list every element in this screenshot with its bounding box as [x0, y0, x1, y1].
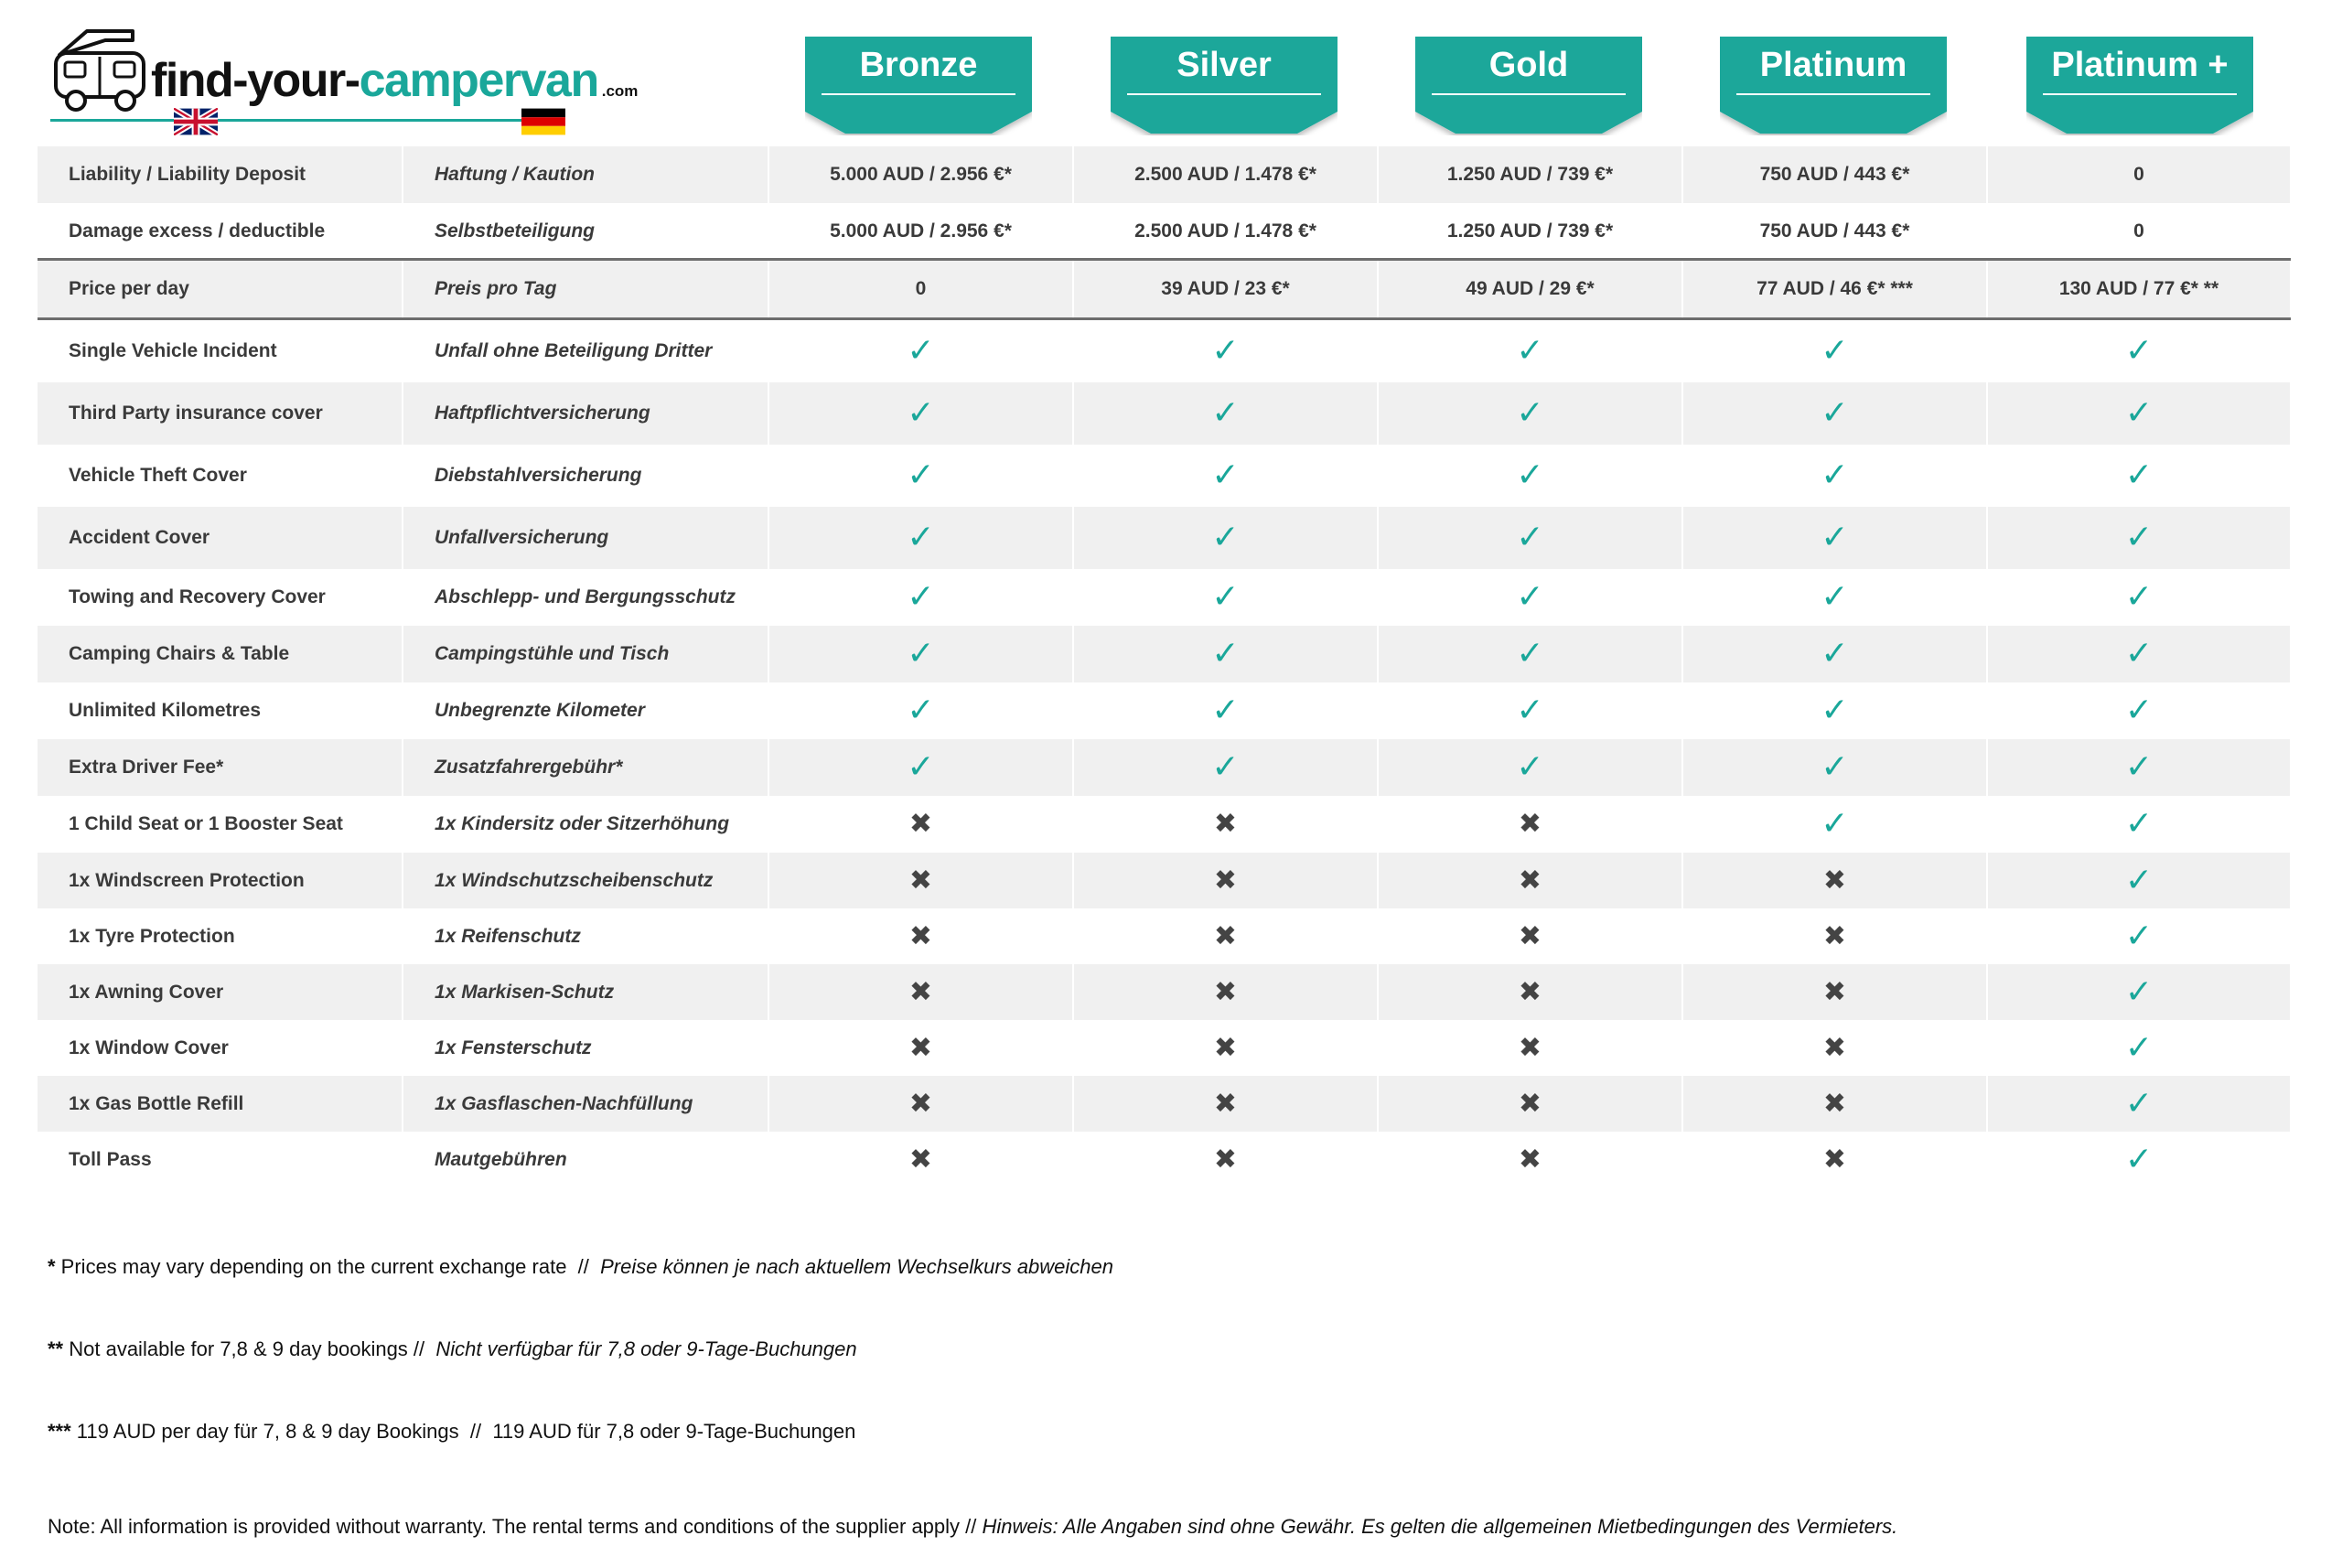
table-row	[38, 569, 2291, 626]
cross-icon: ✖	[908, 1087, 933, 1120]
check-icon: ✓	[907, 394, 935, 432]
check-icon: ✓	[1211, 748, 1240, 786]
table-row	[38, 739, 2291, 796]
row-label-de: Unbegrenzte Kilometer	[403, 682, 769, 739]
tier-inclusion	[1074, 382, 1379, 445]
cross-icon: ✖	[1518, 1143, 1542, 1176]
row-label-de: 1x Reifenschutz	[403, 908, 769, 964]
row-label-en: 1x Tyre Protection	[38, 908, 403, 964]
table-row	[38, 203, 2291, 260]
tier-inclusion	[1988, 964, 2290, 1020]
tier-inclusion	[1683, 1132, 1988, 1187]
tier-value: 49 AUD / 29 €*	[1379, 261, 1683, 317]
check-icon: ✓	[2124, 332, 2154, 370]
check-icon: ✓	[907, 332, 935, 370]
footnote-1-de: Preise können je nach aktuellem Wechselkurs abweichen	[600, 1255, 1114, 1278]
tier-inclusion	[1683, 796, 1988, 853]
cross-icon: ✖	[1822, 1031, 1847, 1064]
tier-inclusion	[1683, 569, 1988, 626]
tier-inclusion	[1074, 682, 1379, 739]
tier-value: 5.000 AUD / 2.956 €*	[769, 203, 1074, 260]
row-label-de: 1x Windschutzscheibenschutz	[403, 853, 769, 908]
table-row	[38, 320, 2291, 382]
table-row	[38, 382, 2291, 445]
tier-value: 77 AUD / 46 €* ***	[1683, 261, 1988, 317]
tier-label: Platinum +	[2051, 46, 2229, 84]
tier-label: Gold	[1488, 46, 1569, 84]
tier-inclusion	[1988, 1076, 2290, 1132]
check-icon: ✓	[2124, 1140, 2154, 1178]
tier-inclusion	[1988, 445, 2290, 507]
check-icon: ✓	[2124, 917, 2154, 955]
tier-underline	[1127, 93, 1321, 95]
check-icon: ✓	[1211, 692, 1240, 729]
tier-inclusion	[1683, 1076, 1988, 1132]
tier-inclusion	[769, 1132, 1074, 1187]
table-row	[38, 964, 2291, 1020]
tier-inclusion	[769, 853, 1074, 908]
check-icon: ✓	[2124, 805, 2154, 843]
tier-inclusion	[1379, 908, 1683, 964]
tier-inclusion	[1379, 1020, 1683, 1076]
check-icon: ✓	[1516, 519, 1544, 556]
row-label-en: Third Party insurance cover	[38, 382, 403, 445]
check-icon: ✓	[1821, 394, 1849, 432]
tier-inclusion	[769, 1020, 1074, 1076]
tier-value: 0	[1988, 146, 2290, 203]
row-label-en: Vehicle Theft Cover	[38, 445, 403, 507]
cross-icon: ✖	[908, 864, 933, 897]
row-label-de: Unfall ohne Beteiligung Dritter	[403, 320, 769, 382]
tier-inclusion	[769, 445, 1074, 507]
check-icon: ✓	[2124, 519, 2154, 556]
cross-icon: ✖	[1213, 1087, 1238, 1120]
tier-inclusion	[1074, 626, 1379, 682]
cross-icon: ✖	[1518, 864, 1542, 897]
check-icon: ✓	[907, 519, 935, 556]
check-icon: ✓	[1516, 394, 1544, 432]
check-icon: ✓	[1821, 748, 1849, 786]
footnote-1	[48, 1253, 1897, 1281]
tier-value: 5.000 AUD / 2.956 €*	[769, 146, 1074, 203]
check-icon: ✓	[1211, 394, 1240, 432]
brand-name	[151, 53, 638, 108]
table-row	[38, 1132, 2291, 1187]
row-label-en: Extra Driver Fee*	[38, 739, 403, 796]
section-divider	[38, 317, 2291, 320]
check-icon: ✓	[1821, 578, 1849, 616]
tier-inclusion	[769, 320, 1074, 382]
uk-flag-icon[interactable]	[174, 108, 218, 135]
tier-label: Bronze	[859, 46, 978, 84]
warranty-note	[48, 1513, 1897, 1541]
tier-inclusion	[769, 569, 1074, 626]
table-row	[38, 507, 2291, 569]
check-icon: ✓	[1821, 692, 1849, 729]
check-icon: ✓	[2124, 692, 2154, 729]
row-label-de: 1x Fensterschutz	[403, 1020, 769, 1076]
tier-inclusion	[1683, 739, 1988, 796]
tier-inclusion	[1074, 1132, 1379, 1187]
tier-inclusion	[1379, 796, 1683, 853]
tier-inclusion	[1988, 382, 2290, 445]
tier-value: 0	[769, 261, 1074, 317]
cross-icon: ✖	[1213, 808, 1238, 840]
tier-inclusion	[1379, 964, 1683, 1020]
brand-name-accent: campervan	[359, 54, 598, 107]
check-icon: ✓	[1821, 519, 1849, 556]
cross-icon: ✖	[1518, 1087, 1542, 1120]
tier-inclusion	[769, 507, 1074, 569]
tier-inclusion	[1683, 382, 1988, 445]
check-icon: ✓	[1821, 456, 1849, 494]
row-label-de: Mautgebühren	[403, 1132, 769, 1187]
campervan-icon	[50, 27, 151, 119]
tier-inclusion	[1074, 853, 1379, 908]
cross-icon: ✖	[908, 1143, 933, 1176]
tier-inclusion	[1683, 1020, 1988, 1076]
row-label-de: Haftung / Kaution	[403, 146, 769, 203]
table-row	[38, 796, 2291, 853]
check-icon: ✓	[1516, 332, 1544, 370]
tier-inclusion	[1988, 626, 2290, 682]
tier-inclusion	[1379, 507, 1683, 569]
brand-name-tld: .com	[601, 82, 639, 100]
tier-inclusion	[769, 682, 1074, 739]
cross-icon: ✖	[1822, 919, 1847, 952]
row-label-en: Damage excess / deductible	[38, 203, 403, 260]
tier-header-bronze	[805, 37, 1032, 135]
check-icon: ✓	[907, 635, 935, 672]
tier-inclusion	[1379, 1132, 1683, 1187]
tier-inclusion	[1988, 1132, 2290, 1187]
tier-inclusion	[1379, 739, 1683, 796]
cross-icon: ✖	[1822, 864, 1847, 897]
row-label-de: Unfallversicherung	[403, 507, 769, 569]
cross-icon: ✖	[908, 919, 933, 952]
warranty-note-en: Note: All information is provided without warranty. The rental terms and conditions of the supplier apply //	[48, 1515, 983, 1538]
check-icon: ✓	[2124, 635, 2154, 672]
tier-underline	[2043, 93, 2237, 95]
tier-inclusion	[769, 796, 1074, 853]
row-label-de: 1x Markisen-Schutz	[403, 964, 769, 1020]
tier-inclusion	[1074, 1076, 1379, 1132]
tier-inclusion	[1074, 908, 1379, 964]
tier-inclusion	[1683, 320, 1988, 382]
check-icon: ✓	[1516, 635, 1544, 672]
check-icon: ✓	[2124, 861, 2154, 899]
tier-value: 750 AUD / 443 €*	[1683, 146, 1988, 203]
footnote-2-mark: **	[48, 1337, 64, 1360]
tier-value: 2.500 AUD / 1.478 €*	[1074, 146, 1379, 203]
footnote-1-mark: *	[48, 1255, 56, 1278]
tier-inclusion	[769, 739, 1074, 796]
tier-inclusion	[1988, 569, 2290, 626]
row-label-de: Selbstbeteiligung	[403, 203, 769, 260]
table-row	[38, 146, 2291, 203]
tier-header-silver	[1111, 37, 1338, 135]
check-icon: ✓	[2124, 1084, 2154, 1122]
tier-inclusion	[769, 964, 1074, 1020]
check-icon: ✓	[1211, 635, 1240, 672]
cross-icon: ✖	[1518, 975, 1542, 1008]
tier-inclusion	[1683, 626, 1988, 682]
tier-underline	[822, 93, 1015, 95]
cross-icon: ✖	[1213, 975, 1238, 1008]
row-label-en: 1 Child Seat or 1 Booster Seat	[38, 796, 403, 853]
tier-underline	[1736, 93, 1930, 95]
row-label-en: Liability / Liability Deposit	[38, 146, 403, 203]
row-label-de: 1x Gasflaschen-Nachfüllung	[403, 1076, 769, 1132]
table-row	[38, 682, 2291, 739]
footnote-3-text: 119 AUD per day für 7, 8 & 9 day Bookings // 119 AUD für 7,8 oder 9-Tage-Buchungen	[70, 1420, 856, 1443]
tier-header-platinum	[1720, 37, 1947, 135]
check-icon: ✓	[1821, 805, 1849, 843]
check-icon: ✓	[2124, 394, 2154, 432]
check-icon: ✓	[1516, 456, 1544, 494]
warranty-note-de: Hinweis: Alle Angaben sind ohne Gewähr. Es gelten die allgemeinen Mietbedingungen des Vermieters.	[982, 1515, 1898, 1538]
check-icon: ✓	[2124, 972, 2154, 1011]
table-row	[38, 626, 2291, 682]
table-row	[38, 261, 2291, 317]
table-row	[38, 853, 2291, 908]
table-row	[38, 908, 2291, 964]
tier-inclusion	[1988, 908, 2290, 964]
tier-inclusion	[769, 626, 1074, 682]
check-icon: ✓	[907, 748, 935, 786]
row-label-de: Haftpflichtversicherung	[403, 382, 769, 445]
tier-inclusion	[1988, 853, 2290, 908]
tier-label: Platinum	[1759, 46, 1907, 84]
tier-inclusion	[1988, 796, 2290, 853]
row-label-de: Abschlepp- und Bergungsschutz	[403, 569, 769, 626]
tier-inclusion	[1988, 682, 2290, 739]
tier-inclusion	[1074, 569, 1379, 626]
tier-value: 2.500 AUD / 1.478 €*	[1074, 203, 1379, 260]
tier-inclusion	[769, 1076, 1074, 1132]
row-label-en: 1x Gas Bottle Refill	[38, 1076, 403, 1132]
tier-inclusion	[1988, 739, 2290, 796]
check-icon: ✓	[1516, 578, 1544, 616]
brand-logo	[50, 20, 639, 148]
footnote-2	[48, 1336, 1897, 1363]
check-icon: ✓	[1516, 692, 1544, 729]
tier-inclusion	[1683, 445, 1988, 507]
tier-value: 750 AUD / 443 €*	[1683, 203, 1988, 260]
footnote-2-de: Nicht verfügbar für 7,8 oder 9-Tage-Buchungen	[435, 1337, 857, 1360]
brand-underline	[50, 119, 544, 122]
check-icon: ✓	[1211, 519, 1240, 556]
tier-inclusion	[1988, 320, 2290, 382]
tier-label: Silver	[1176, 46, 1272, 84]
tier-inclusion	[1683, 964, 1988, 1020]
check-icon: ✓	[1211, 578, 1240, 616]
tier-underline	[1432, 93, 1626, 95]
row-label-en: Toll Pass	[38, 1132, 403, 1187]
row-label-en: Camping Chairs & Table	[38, 626, 403, 682]
tier-inclusion	[1379, 682, 1683, 739]
check-icon: ✓	[907, 692, 935, 729]
tier-inclusion	[1683, 908, 1988, 964]
check-icon: ✓	[2124, 578, 2154, 616]
cross-icon: ✖	[908, 975, 933, 1008]
footnote-1-en: Prices may vary depending on the current exchange rate //	[55, 1255, 601, 1278]
footnotes	[48, 1198, 1897, 1568]
row-label-en: 1x Windscreen Protection	[38, 853, 403, 908]
tier-inclusion	[1074, 320, 1379, 382]
cross-icon: ✖	[1822, 1087, 1847, 1120]
tier-value: 1.250 AUD / 739 €*	[1379, 203, 1683, 260]
cross-icon: ✖	[908, 808, 933, 840]
section-divider	[38, 258, 2291, 261]
tier-inclusion	[769, 908, 1074, 964]
row-label-en: Single Vehicle Incident	[38, 320, 403, 382]
tier-inclusion	[1379, 853, 1683, 908]
tier-inclusion	[1988, 507, 2290, 569]
tier-inclusion	[1683, 682, 1988, 739]
tier-inclusion	[1379, 569, 1683, 626]
cross-icon: ✖	[1822, 975, 1847, 1008]
tier-inclusion	[1683, 853, 1988, 908]
tier-inclusion	[1074, 445, 1379, 507]
tier-inclusion	[1074, 796, 1379, 853]
cross-icon: ✖	[908, 1031, 933, 1064]
row-label-de: Diebstahlversicherung	[403, 445, 769, 507]
check-icon: ✓	[1821, 332, 1849, 370]
tier-inclusion	[1379, 320, 1683, 382]
footnote-3	[48, 1418, 1897, 1445]
table-row	[38, 1020, 2291, 1076]
cross-icon: ✖	[1518, 919, 1542, 952]
row-label-en: Price per day	[38, 261, 403, 317]
tier-header-platinum-plus	[2026, 37, 2253, 135]
tier-value: 1.250 AUD / 739 €*	[1379, 146, 1683, 203]
cross-icon: ✖	[1213, 1143, 1238, 1176]
tier-inclusion	[769, 382, 1074, 445]
tier-inclusion	[1074, 739, 1379, 796]
check-icon: ✓	[907, 456, 935, 494]
check-icon: ✓	[2124, 456, 2154, 494]
brand-name-main: find-your-	[151, 54, 360, 107]
check-icon: ✓	[1211, 456, 1240, 494]
row-label-en: Unlimited Kilometres	[38, 682, 403, 739]
row-label-de: Zusatzfahrergebühr*	[403, 739, 769, 796]
row-label-de: 1x Kindersitz oder Sitzerhöhung	[403, 796, 769, 853]
tier-inclusion	[1379, 382, 1683, 445]
tier-inclusion	[1379, 445, 1683, 507]
tier-value: 0	[2133, 220, 2144, 242]
table-row	[38, 1076, 2291, 1132]
tier-inclusion	[1379, 626, 1683, 682]
footnote-3-mark: ***	[48, 1420, 71, 1443]
tier-inclusion	[1074, 507, 1379, 569]
cross-icon: ✖	[1518, 1031, 1542, 1064]
cross-icon: ✖	[1518, 808, 1542, 840]
cross-icon: ✖	[1213, 919, 1238, 952]
cross-icon: ✖	[1213, 864, 1238, 897]
tier-inclusion	[1988, 1020, 2290, 1076]
tier-inclusion	[1683, 507, 1988, 569]
tier-inclusion	[1074, 964, 1379, 1020]
footnote-2-en: Not available for 7,8 & 9 day bookings //	[63, 1337, 436, 1360]
cross-icon: ✖	[1822, 1143, 1847, 1176]
germany-flag-icon[interactable]	[521, 108, 565, 135]
tier-header-gold	[1415, 37, 1642, 135]
table-row	[38, 445, 2291, 507]
row-label-de: Campingstühle und Tisch	[403, 626, 769, 682]
cross-icon: ✖	[1213, 1031, 1238, 1064]
check-icon: ✓	[1516, 748, 1544, 786]
row-label-en: Accident Cover	[38, 507, 403, 569]
row-label-de: Preis pro Tag	[403, 261, 769, 317]
tier-inclusion	[1074, 1020, 1379, 1076]
row-label-en: 1x Awning Cover	[38, 964, 403, 1020]
tier-value: 130 AUD / 77 €* **	[1988, 261, 2290, 317]
row-label-en: 1x Window Cover	[38, 1020, 403, 1076]
check-icon: ✓	[1211, 332, 1240, 370]
tier-value: 39 AUD / 23 €*	[1074, 261, 1379, 317]
check-icon: ✓	[2124, 748, 2154, 786]
check-icon: ✓	[907, 578, 935, 616]
check-icon: ✓	[2124, 1028, 2154, 1067]
row-label-en: Towing and Recovery Cover	[38, 569, 403, 626]
tier-inclusion	[1379, 1076, 1683, 1132]
check-icon: ✓	[1821, 635, 1849, 672]
